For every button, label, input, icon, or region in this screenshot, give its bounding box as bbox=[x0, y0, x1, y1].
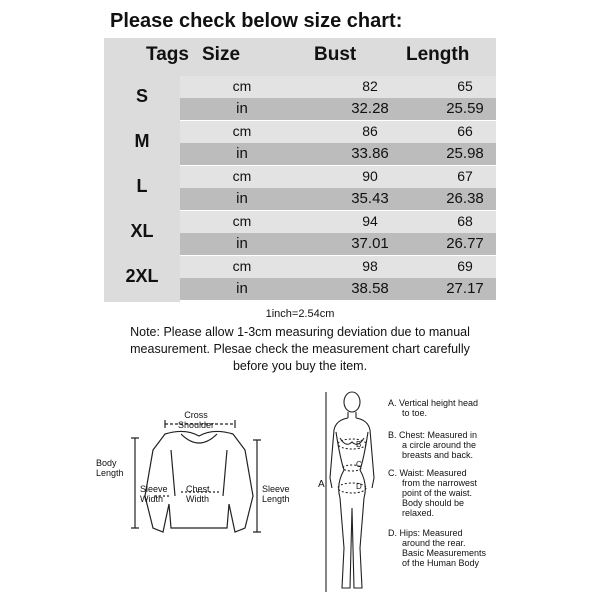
bust-cell: 98 bbox=[362, 258, 378, 274]
table-row bbox=[180, 121, 496, 143]
sleeve-length-label bbox=[262, 484, 290, 504]
length-cell: 66 bbox=[457, 123, 473, 139]
legend-line: B. Chest: Measured in bbox=[388, 430, 478, 440]
legend-a bbox=[388, 398, 478, 418]
size-tag: 2XL bbox=[125, 266, 159, 286]
note-line: Note: Please allow 1-3cm measuring deviation due to manual bbox=[130, 325, 470, 339]
table-row bbox=[180, 233, 496, 255]
mark-c: C bbox=[356, 460, 362, 469]
unit-cell: in bbox=[236, 100, 248, 117]
mark-d: D bbox=[356, 482, 362, 491]
legend-line: breasts and back. bbox=[402, 450, 474, 460]
unit-cell: cm bbox=[232, 213, 252, 229]
bust-cell: 38.58 bbox=[351, 280, 389, 297]
legend-c bbox=[388, 468, 477, 518]
legend-line: D. Hips: Measured bbox=[388, 528, 463, 538]
length-cell: 69 bbox=[457, 258, 473, 274]
table-header bbox=[104, 38, 496, 76]
legend-d bbox=[388, 528, 486, 568]
table-row bbox=[180, 256, 496, 278]
unit-cell: in bbox=[236, 145, 248, 162]
length-cell: 68 bbox=[457, 213, 473, 229]
mark-b: B bbox=[356, 440, 362, 449]
bust-cell: 37.01 bbox=[351, 235, 389, 252]
length-cell: 26.77 bbox=[446, 235, 484, 252]
length-cell: 65 bbox=[457, 78, 473, 94]
legend-line: point of the waist. bbox=[402, 488, 473, 498]
unit-cell: cm bbox=[232, 168, 252, 184]
legend-line: a circle around the bbox=[402, 440, 477, 450]
length-cell: 25.98 bbox=[446, 145, 484, 162]
length-cell: 25.59 bbox=[446, 100, 484, 117]
note-line: measurement. Plesae check the measurement chart carefully bbox=[130, 342, 470, 356]
header-length: Length bbox=[406, 44, 470, 65]
label-line: Body bbox=[96, 458, 117, 468]
unit-cell: in bbox=[236, 190, 248, 207]
legend-line: of the Human Body bbox=[402, 558, 480, 568]
header-bust: Bust bbox=[314, 44, 357, 65]
label-line: Chest bbox=[186, 484, 210, 494]
bust-cell: 94 bbox=[362, 213, 378, 229]
size-tag: S bbox=[135, 86, 148, 106]
legend-line: Body should be bbox=[402, 498, 465, 508]
unit-cell: cm bbox=[232, 123, 252, 139]
bust-cell: 82 bbox=[362, 78, 378, 94]
body-diagram bbox=[322, 388, 382, 598]
size-chart-table bbox=[104, 38, 496, 302]
cross-shoulder-label bbox=[178, 410, 214, 430]
length-cell: 27.17 bbox=[446, 280, 484, 297]
table-row bbox=[180, 278, 496, 300]
legend-line: relaxed. bbox=[402, 508, 435, 518]
legend-line: around the rear. bbox=[402, 538, 466, 548]
table-row bbox=[180, 98, 496, 120]
bust-cell: 33.86 bbox=[351, 145, 389, 162]
measurement-note bbox=[110, 324, 490, 375]
mark-a: A bbox=[318, 479, 325, 490]
tags-column bbox=[104, 76, 180, 302]
size-tag: XL bbox=[130, 221, 154, 241]
length-cell: 67 bbox=[457, 168, 473, 184]
label-line: Cross bbox=[184, 410, 208, 420]
legend-line: from the narrowest bbox=[402, 478, 478, 488]
table-row bbox=[180, 143, 496, 165]
header-tags: Tags bbox=[146, 44, 189, 65]
label-line: Length bbox=[262, 494, 290, 504]
legend-line: A. Vertical height head bbox=[388, 398, 479, 408]
label-line: Shoulder bbox=[178, 420, 215, 430]
header-size: Size bbox=[202, 44, 241, 65]
unit-cell: cm bbox=[232, 78, 252, 94]
bust-cell: 90 bbox=[362, 168, 378, 184]
size-tag: L bbox=[136, 176, 148, 196]
chest-width-label bbox=[186, 484, 210, 504]
table-row bbox=[180, 188, 496, 210]
size-tag: M bbox=[134, 131, 150, 151]
bust-cell: 32.28 bbox=[351, 100, 389, 117]
label-line: Sleeve bbox=[262, 484, 290, 494]
length-cell: 26.38 bbox=[446, 190, 484, 207]
table-row bbox=[180, 166, 496, 188]
conversion-note: 1inch=2.54cm bbox=[265, 308, 335, 320]
legend-line: C. Waist: Measured bbox=[388, 468, 467, 478]
table-row bbox=[180, 76, 496, 98]
label-line: Length bbox=[96, 468, 124, 478]
label-line: Width bbox=[186, 494, 210, 504]
legend-b bbox=[388, 430, 477, 460]
page-title: Please check below size chart: bbox=[110, 10, 403, 32]
table-row bbox=[180, 211, 496, 233]
bust-cell: 35.43 bbox=[351, 190, 389, 207]
label-line: Width bbox=[140, 494, 164, 504]
label-line: Sleeve bbox=[140, 484, 168, 494]
bust-cell: 86 bbox=[362, 123, 378, 139]
unit-cell: in bbox=[236, 235, 248, 252]
sleeve-width-label bbox=[140, 484, 168, 504]
legend-line: Basic Measurements bbox=[402, 548, 487, 558]
unit-cell: in bbox=[236, 280, 248, 297]
unit-cell: cm bbox=[232, 258, 252, 274]
note-line: before you buy the item. bbox=[232, 359, 368, 373]
legend-line: to toe. bbox=[402, 408, 428, 418]
body-length-label bbox=[96, 458, 124, 478]
